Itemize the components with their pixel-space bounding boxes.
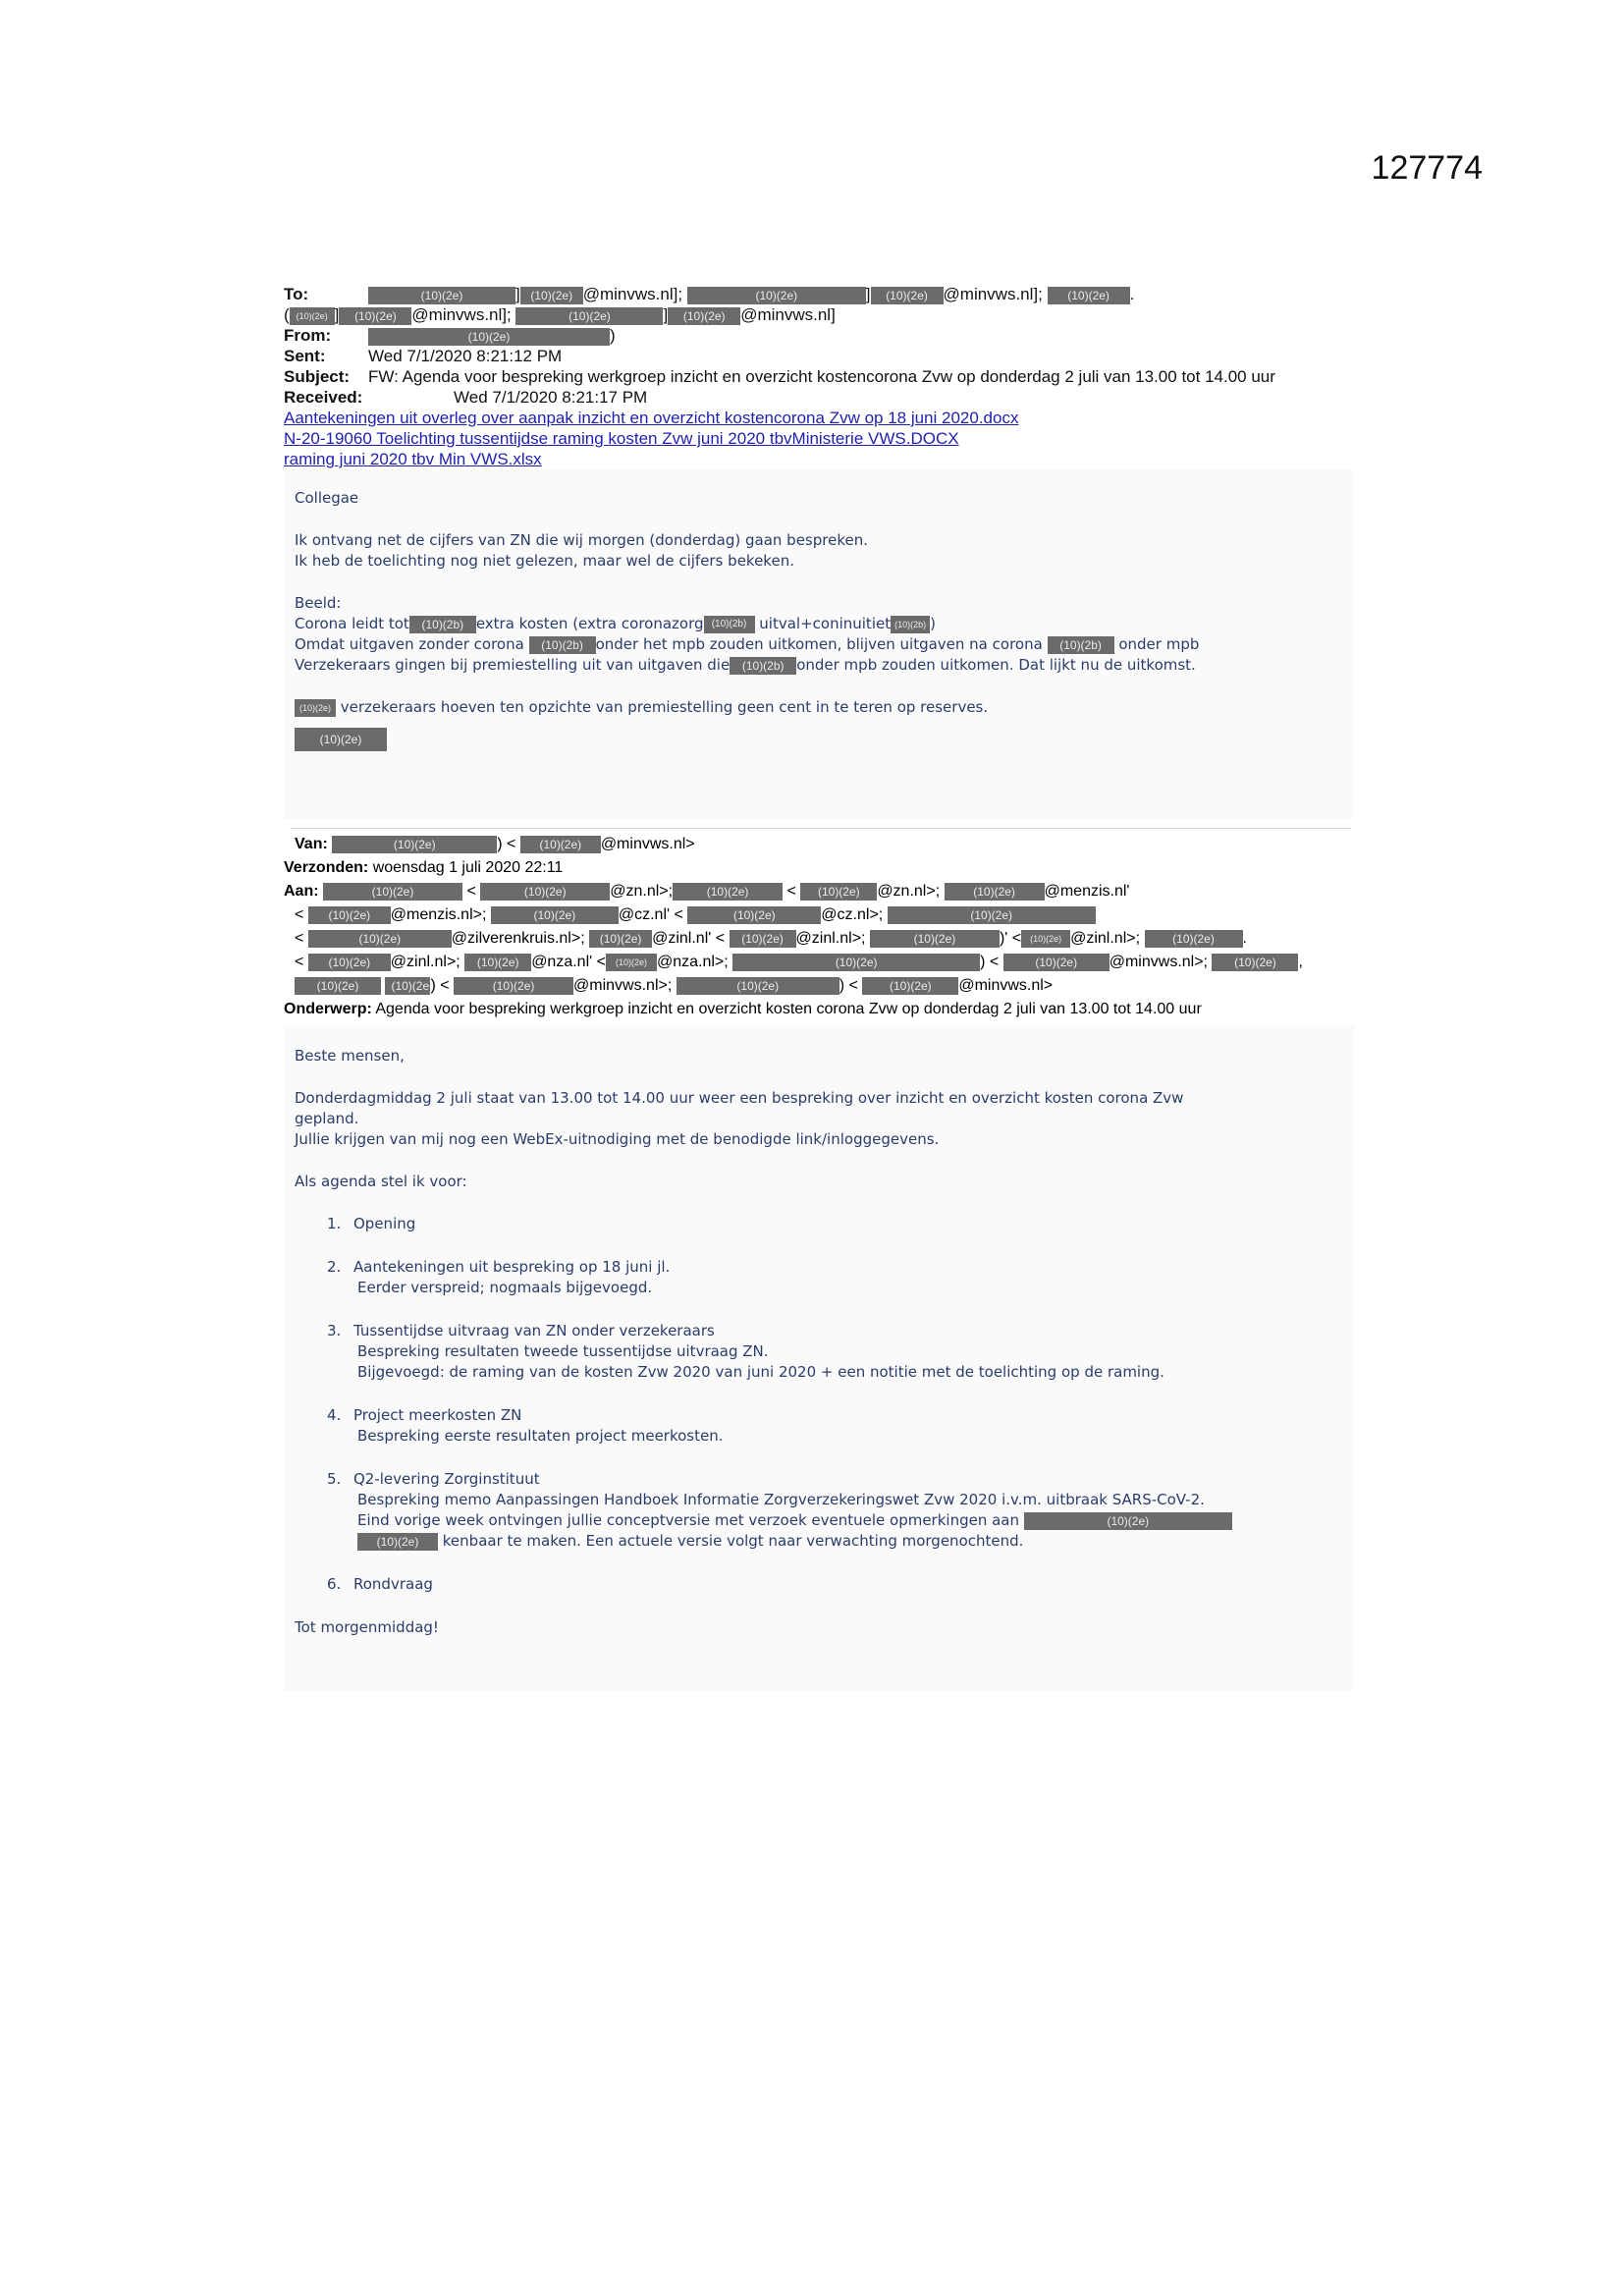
redaction: (10)(2e) <box>368 287 515 304</box>
redaction: (10)(2b) <box>409 616 476 633</box>
aan-row: (10)(2e) (10)(2e)) < (10)(2e) @minvws.nl>; (10)(2e) ) < (10)(2e) @minvws.nl> <box>284 974 1354 998</box>
redaction: (10)(2e) <box>1212 954 1298 971</box>
verzonden-label: Verzonden: <box>284 859 369 876</box>
redaction: (10)(2e) <box>668 307 740 325</box>
body-line: (10)(2e) verzekeraars hoeven ten opzichte van premiestelling geen cent in te teren op reserves. <box>295 697 1199 718</box>
redaction: (10)(2e) <box>520 836 601 853</box>
beeld-heading: Beeld: <box>295 594 342 612</box>
redaction: (10)(2e) <box>454 977 573 995</box>
to-label: To: <box>284 285 309 303</box>
subject-row <box>284 366 1344 387</box>
sent-value: Wed 7/1/2020 8:21:12 PM <box>368 347 563 365</box>
redaction: (10)(2e) <box>480 883 610 901</box>
redaction: (10)(2b) <box>1048 636 1114 654</box>
onderwerp-value: Agenda voor bespreking werkgroep inzicht en overzicht kosten corona Zvw op donderdag 2 juli van 13.00 tot 14.00 uur <box>375 1001 1202 1017</box>
to-row: To: (10)(2e) ] (10)(2e) @minvws.nl]; (10)(2e) ] (10)(2e) @minvws.nl]; (10)(2e) . <box>284 285 1135 303</box>
from-label: From: <box>284 326 332 345</box>
redaction: (10)(2e) <box>308 954 391 971</box>
from-row: From: (10)(2e) ) <box>284 326 616 345</box>
message-body <box>295 1046 1232 1638</box>
agenda-item: 3. Tussentijdse uitvraag van ZN onder verzekeraars Bespreking resultaten tweede tussentijdse uitvraag ZN. Bijgevoegd: de raming van de kosten Zvw 2020 van juni 2020 + een notitie met de toelichting op de raming. <box>327 1322 1164 1381</box>
received-row <box>284 387 1344 408</box>
redaction-signature: (10)(2e) <box>295 728 387 751</box>
verzonden-value: woensdag 1 juli 2020 22:11 <box>372 859 564 876</box>
redaction: (10)(2e) <box>520 287 583 304</box>
redaction: (10)(2e) <box>357 1533 438 1551</box>
body-line: Ik heb de toelichting nog niet gelezen, maar wel de cijfers bekeken. <box>295 552 794 570</box>
redaction: (10)(2e) <box>862 977 958 995</box>
agenda-item: 6. Rondvraag <box>327 1575 433 1593</box>
body-line: Corona leidt tot (10)(2b) extra kosten (extra coronazorg (10)(2b) uitval+coninuitiet (10)(2b) ) <box>295 615 936 632</box>
redaction: (10)(2e) <box>730 930 796 948</box>
body-line: Donderdagmiddag 2 juli staat van 13.00 tot 14.00 uur weer een bespreking over inzicht en overzicht kosten corona Zvw <box>295 1089 1184 1107</box>
redaction: (10)(2e) <box>339 307 411 325</box>
body-line: Ik ontvang net de cijfers van ZN die wij morgen (donderdag) gaan bespreken. <box>295 531 868 549</box>
redaction: (10)(2b) <box>891 616 930 633</box>
redaction: (10)(2e) <box>800 883 877 901</box>
aan-row: < (10)(2e) @zilverenkruis.nl>; (10)(2e) @zinl.nl' < (10)(2e) @zinl.nl>; (10)(2e) )' < (10)(2e) @zinl.nl>; (10)(2e) . <box>295 930 1247 947</box>
agenda-item: 4. Project meerkosten ZN Bespreking eerste resultaten project meerkosten. <box>327 1406 724 1445</box>
forwarded-header <box>284 833 1354 1021</box>
redaction: (10)(2e) <box>308 906 391 924</box>
redaction: (10)(2e) <box>1048 287 1130 304</box>
redaction: (10)(2b) <box>730 657 796 675</box>
redaction: (10)(2e) <box>589 930 652 948</box>
redaction: (10)(2e) <box>295 699 336 717</box>
body-line: gepland. <box>295 1110 359 1127</box>
received-value: Wed 7/1/2020 8:21:17 PM <box>454 388 648 407</box>
attachment-link[interactable]: Aantekeningen uit overleg over aanpak inzicht en overzicht kostencorona Zvw op 18 juni 2020.docx <box>284 409 1019 427</box>
body-line: Als agenda stel ik voor: <box>295 1173 467 1190</box>
greeting: Collegae <box>295 489 359 507</box>
redaction: (10)(2e) <box>1145 930 1243 948</box>
redaction: (10)(2e) <box>464 954 531 971</box>
redaction: (10)(2e) <box>368 328 610 346</box>
agenda-item: 5. Q2-levering Zorginstituut Bespreking memo Aanpassingen Handboek Informatie Zorgverzekeringswet Zvw 2020 i.v.m. uitbraak SARS-CoV-2. Eind vorige week ontvingen jullie conceptversie met verzoek eventuele opmerkingen aan (10)(2e) (10)(2e) kenbaar te maken. Een actuele versie volgt naar verwachting morgenochtend. <box>295 1469 1232 1552</box>
redaction: (10)(2e) <box>1003 954 1110 971</box>
redaction: (10)(2e) <box>888 906 1096 924</box>
redaction: (10)(2e) <box>870 930 1000 948</box>
redaction: (10)(2e) <box>308 930 452 948</box>
redaction: (10)(2e) <box>945 883 1045 901</box>
agenda-list <box>295 1214 1232 1595</box>
aan-row: < (10)(2e) @zinl.nl>; (10)(2e) @nza.nl' < (10)(2e) @nza.nl>; (10)(2e) ) < (10)(2e) @minvws.nl>; (10)(2e) , <box>295 954 1303 970</box>
subject-label: Subject: <box>284 367 351 386</box>
redaction: (10)(2e) <box>491 906 619 924</box>
redaction: (10)(2e) <box>677 977 839 995</box>
redaction: (10)(2e) <box>515 307 663 325</box>
agenda-item: 1. Opening <box>327 1215 416 1232</box>
redaction: (10)(2e) <box>332 836 497 853</box>
redaction: (10)(2e) <box>673 883 783 901</box>
redaction: (10)(2e) <box>687 906 821 924</box>
redaction: (10)(2b) <box>529 636 596 654</box>
closing: Tot morgenmiddag! <box>295 1618 439 1636</box>
message-body <box>295 488 1199 751</box>
attachment-link[interactable]: N-20-19060 Toelichting tussentijdse raming kosten Zvw juni 2020 tbvMinisterie VWS.DOCX <box>284 429 959 448</box>
aan-row: Aan: (10)(2e) < (10)(2e) @zn.nl>; (10)(2e) < (10)(2e) @zn.nl>; (10)(2e) @menzis.nl' <box>284 883 1130 900</box>
redaction: (10)(2e) <box>871 287 944 304</box>
to-row-continued: ( (10)(2e) ] (10)(2e) @minvws.nl]; (10)(2e) ] (10)(2e) @minvws.nl] <box>284 305 836 324</box>
redaction: (10)(2e) <box>385 977 430 995</box>
body-line: Jullie krijgen van mij nog een WebEx-uitnodiging met de benodigde link/inloggegevens. <box>295 1130 940 1148</box>
subject-value: FW: Agenda voor bespreking werkgroep inzicht en overzicht kostencorona Zvw op donderdag 2 juli van 13.00 tot 14.00 uur <box>368 367 1275 386</box>
redaction: (10)(2e) <box>295 977 381 995</box>
van-row: Van: (10)(2e) ) < (10)(2e) @minvws.nl> <box>295 836 695 852</box>
verzonden-row <box>284 856 1354 880</box>
redaction: (10)(2e) <box>732 954 980 971</box>
body-line: Omdat uitgaven zonder corona (10)(2b) onder het mpb zouden uitkomen, blijven uitgaven na corona (10)(2b) onder mpb <box>295 635 1200 653</box>
received-label: Received: <box>284 388 363 407</box>
sent-label: Sent: <box>284 347 326 365</box>
redaction: (10)(2e) <box>606 954 657 971</box>
aan-row: < (10)(2e) @menzis.nl>; (10)(2e) @cz.nl' < (10)(2e) @cz.nl>; (10)(2e) <box>284 903 1354 927</box>
redaction: (10)(2e) <box>290 307 335 325</box>
onderwerp-label: Onderwerp: <box>284 1001 372 1017</box>
aan-label: Aan: <box>284 883 319 900</box>
onderwerp-row <box>284 998 1354 1021</box>
body-line: Verzekeraars gingen bij premiestelling uit van uitgaven die (10)(2b) onder mpb zouden uitkomen. Dat lijkt nu de uitkomst. <box>295 656 1196 674</box>
separator-line <box>291 828 1351 829</box>
van-label: Van: <box>295 836 328 852</box>
greeting: Beste mensen, <box>295 1047 405 1065</box>
redaction: (10)(2b) <box>704 616 755 633</box>
redaction: (10)(2e) <box>323 883 462 901</box>
redaction: (10)(2e) <box>687 287 866 304</box>
email-header <box>284 284 1344 469</box>
redaction: (10)(2e) <box>1024 1512 1232 1530</box>
document-number: 127774 <box>1371 149 1483 187</box>
agenda-item: 2. Aantekeningen uit bespreking op 18 juni jl. Eerder verspreid; nogmaals bijgevoegd. <box>327 1258 671 1296</box>
sent-row <box>284 346 1344 366</box>
attachment-link[interactable]: raming juni 2020 tbv Min VWS.xlsx <box>284 450 542 468</box>
redaction: (10)(2e) <box>1021 930 1070 948</box>
